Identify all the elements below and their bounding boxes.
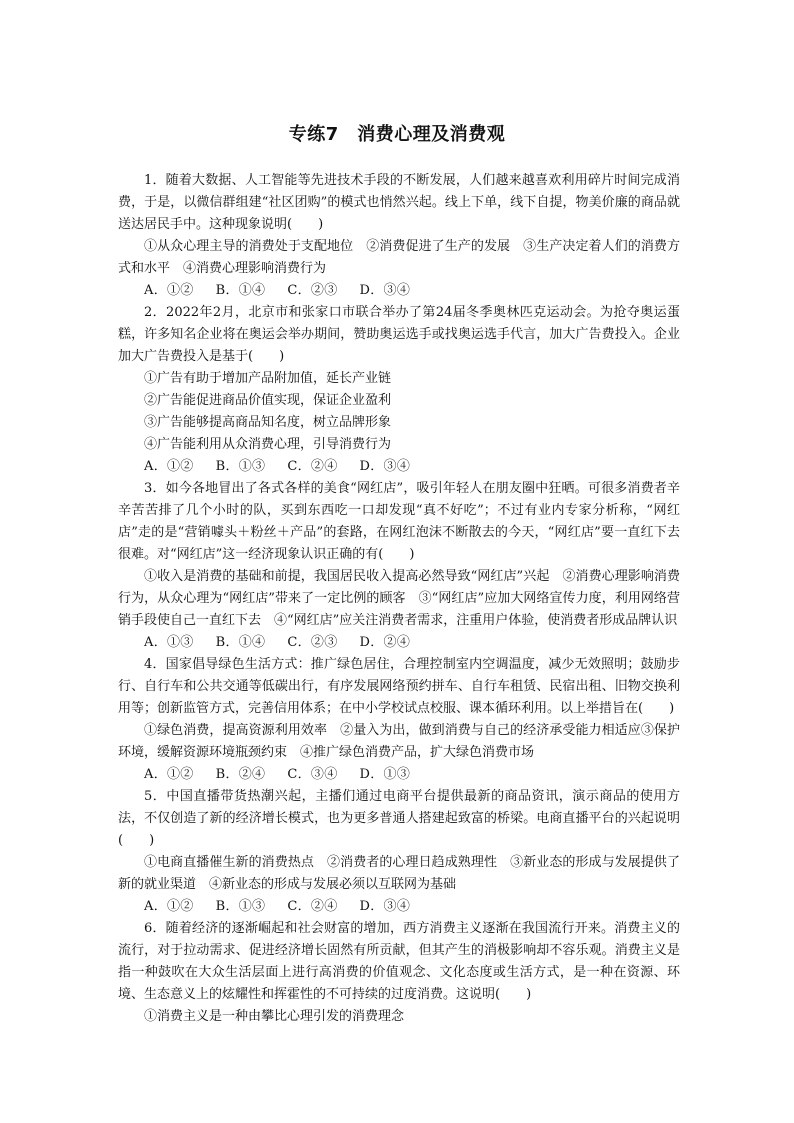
answer-choice: C．②④: [287, 459, 338, 474]
question-option: ④广告能利用从众消费心理，引导消费行为: [144, 437, 392, 452]
question-stem: 3．如今各地冒出了各式各样的美食“网红店”，吸引年轻人在朋友圈中狂晒。可很多消费者辛辛苦苦排了几个小时的队，买到东西吃一口却发现“真不好吃”；不过有业内专家分析称，“网红店”走的是“营销噱头＋粉丝＋产品”的套路，在网红泡沫不断散去的今天，“网红店”要一直红下去很难。对“网红店”这一经济现象认识正确的有( ): [118, 481, 680, 562]
answer-choice: D．③④: [359, 459, 411, 474]
answer-choice: B．①③: [215, 899, 266, 914]
answer-choices: [118, 280, 680, 302]
answer-choice: C．②③: [287, 283, 338, 298]
question-option: ①绿色消费，提高资源利用效率 ②量入为出，做到消费与自己的经济承受能力相适应③保护环境，缓解资源环境瓶颈约束 ④推广绿色消费产品，扩大绿色消费市场: [118, 723, 680, 760]
answer-choice: B．①③: [215, 459, 266, 474]
answer-choices: [118, 632, 680, 654]
question-option: ①收入是消费的基础和前提，我国居民收入提高必然导致“网红店”兴起 ②消费心理影响消费行为，从众心理为“网红店”带来了一定比例的顾客 ③“网红店”应加大网络宣传力度，利用网络营销手段使自己一直红下去 ④“网红店”应关注消费者需求，注重用户体验，使消费者形成品牌认识: [118, 569, 680, 628]
answer-choice: C．②③: [287, 635, 338, 650]
question-stem: 5．中国直播带货热潮兴起，主播们通过电商平台提供最新的商品资讯，演示商品的使用方法，不仅创造了新的经济增长模式，也为更多普通人搭建起致富的桥梁。电商直播平台的兴起说明( ): [118, 789, 680, 848]
question-option: ①广告有助于增加产品附加值，延长产业链: [144, 371, 392, 386]
answer-choice: A．①②: [144, 459, 194, 474]
question-option: ③广告能够提高商品知名度，树立品牌形象: [144, 415, 392, 430]
answer-choices: [118, 764, 680, 786]
answer-choices: [118, 896, 680, 918]
answer-choice: D．③④: [359, 283, 411, 298]
question-list: [118, 170, 680, 1028]
answer-choice: B．①④: [215, 635, 266, 650]
answer-choice: A．①②: [144, 767, 194, 782]
answer-choice: D．①③: [359, 767, 411, 782]
answer-choice: D．③④: [359, 899, 411, 914]
question-stem: 2．2022年2月，北京市和张家口市联合举办了第24届冬季奥林匹克运动会。为抢夺奥运蛋糕，许多知名企业将在奥运会举办期间，赞助奥运选手或找奥运选手代言，加大广告费投入。企业加大广告费投入是基于( ): [118, 305, 680, 364]
question-option: ②广告能促进商品价值实现，保证企业盈利: [144, 393, 392, 408]
answer-choice: C．②④: [287, 899, 338, 914]
question-stem: 1．随着大数据、人工智能等先进技术手段的不断发展，人们越来越喜欢利用碎片时间完成消费，于是，以微信群组建“社区团购”的模式也悄然兴起。线上下单，线下自提，物美价廉的商品就送达居民手中。这种现象说明( ): [118, 173, 680, 232]
question-option: ①从众心理主导的消费处于支配地位 ②消费促进了生产的发展 ③生产决定着人们的消费方式和水平 ④消费心理影响消费行为: [118, 239, 680, 276]
answer-choice: A．①③: [144, 635, 194, 650]
answer-choice: A．①②: [144, 899, 194, 914]
answer-choice: D．②④: [359, 635, 411, 650]
answer-choices: [118, 456, 680, 478]
answer-choice: B．②④: [215, 767, 266, 782]
question-option: ①电商直播催生新的消费热点 ②消费者的心理日趋成熟理性 ③新业态的形成与发展提供了新的就业渠道 ④新业态的形成与发展必须以互联网为基础: [118, 855, 680, 892]
answer-choice: A．①②: [144, 283, 194, 298]
question-option: ①消费主义是一种由攀比心理引发的消费理念: [144, 1009, 405, 1024]
answer-choice: C．③④: [287, 767, 338, 782]
question-stem: 6．随着经济的逐渐崛起和社会财富的增加，西方消费主义逐渐在我国流行开来。消费主义的流行，对于拉动需求、促进经济增长固然有所贡献，但其产生的消极影响却不容乐观。消费主义是指一种鼓吹在大众生活层面上进行高消费的价值观念、文化态度或生活方式，是一种在资源、环境、生态意义上的炫耀性和挥霍性的不可持续的过度消费。这说明( ): [118, 921, 680, 1002]
question-stem: 4．国家倡导绿色生活方式：推广绿色居住，合理控制室内空调温度，减少无效照明；鼓励步行、自行车和公共交通等低碳出行，有序发展网络预约拼车、自行车租赁、民宿出租、旧物交换利用等；创新监管方式，完善信用体系；在中小学校试点校服、课本循环利用。以上举措旨在( ): [118, 657, 680, 716]
answer-choice: B．①④: [215, 283, 266, 298]
page-title: 专练7 消费心理及消费观: [288, 124, 506, 145]
